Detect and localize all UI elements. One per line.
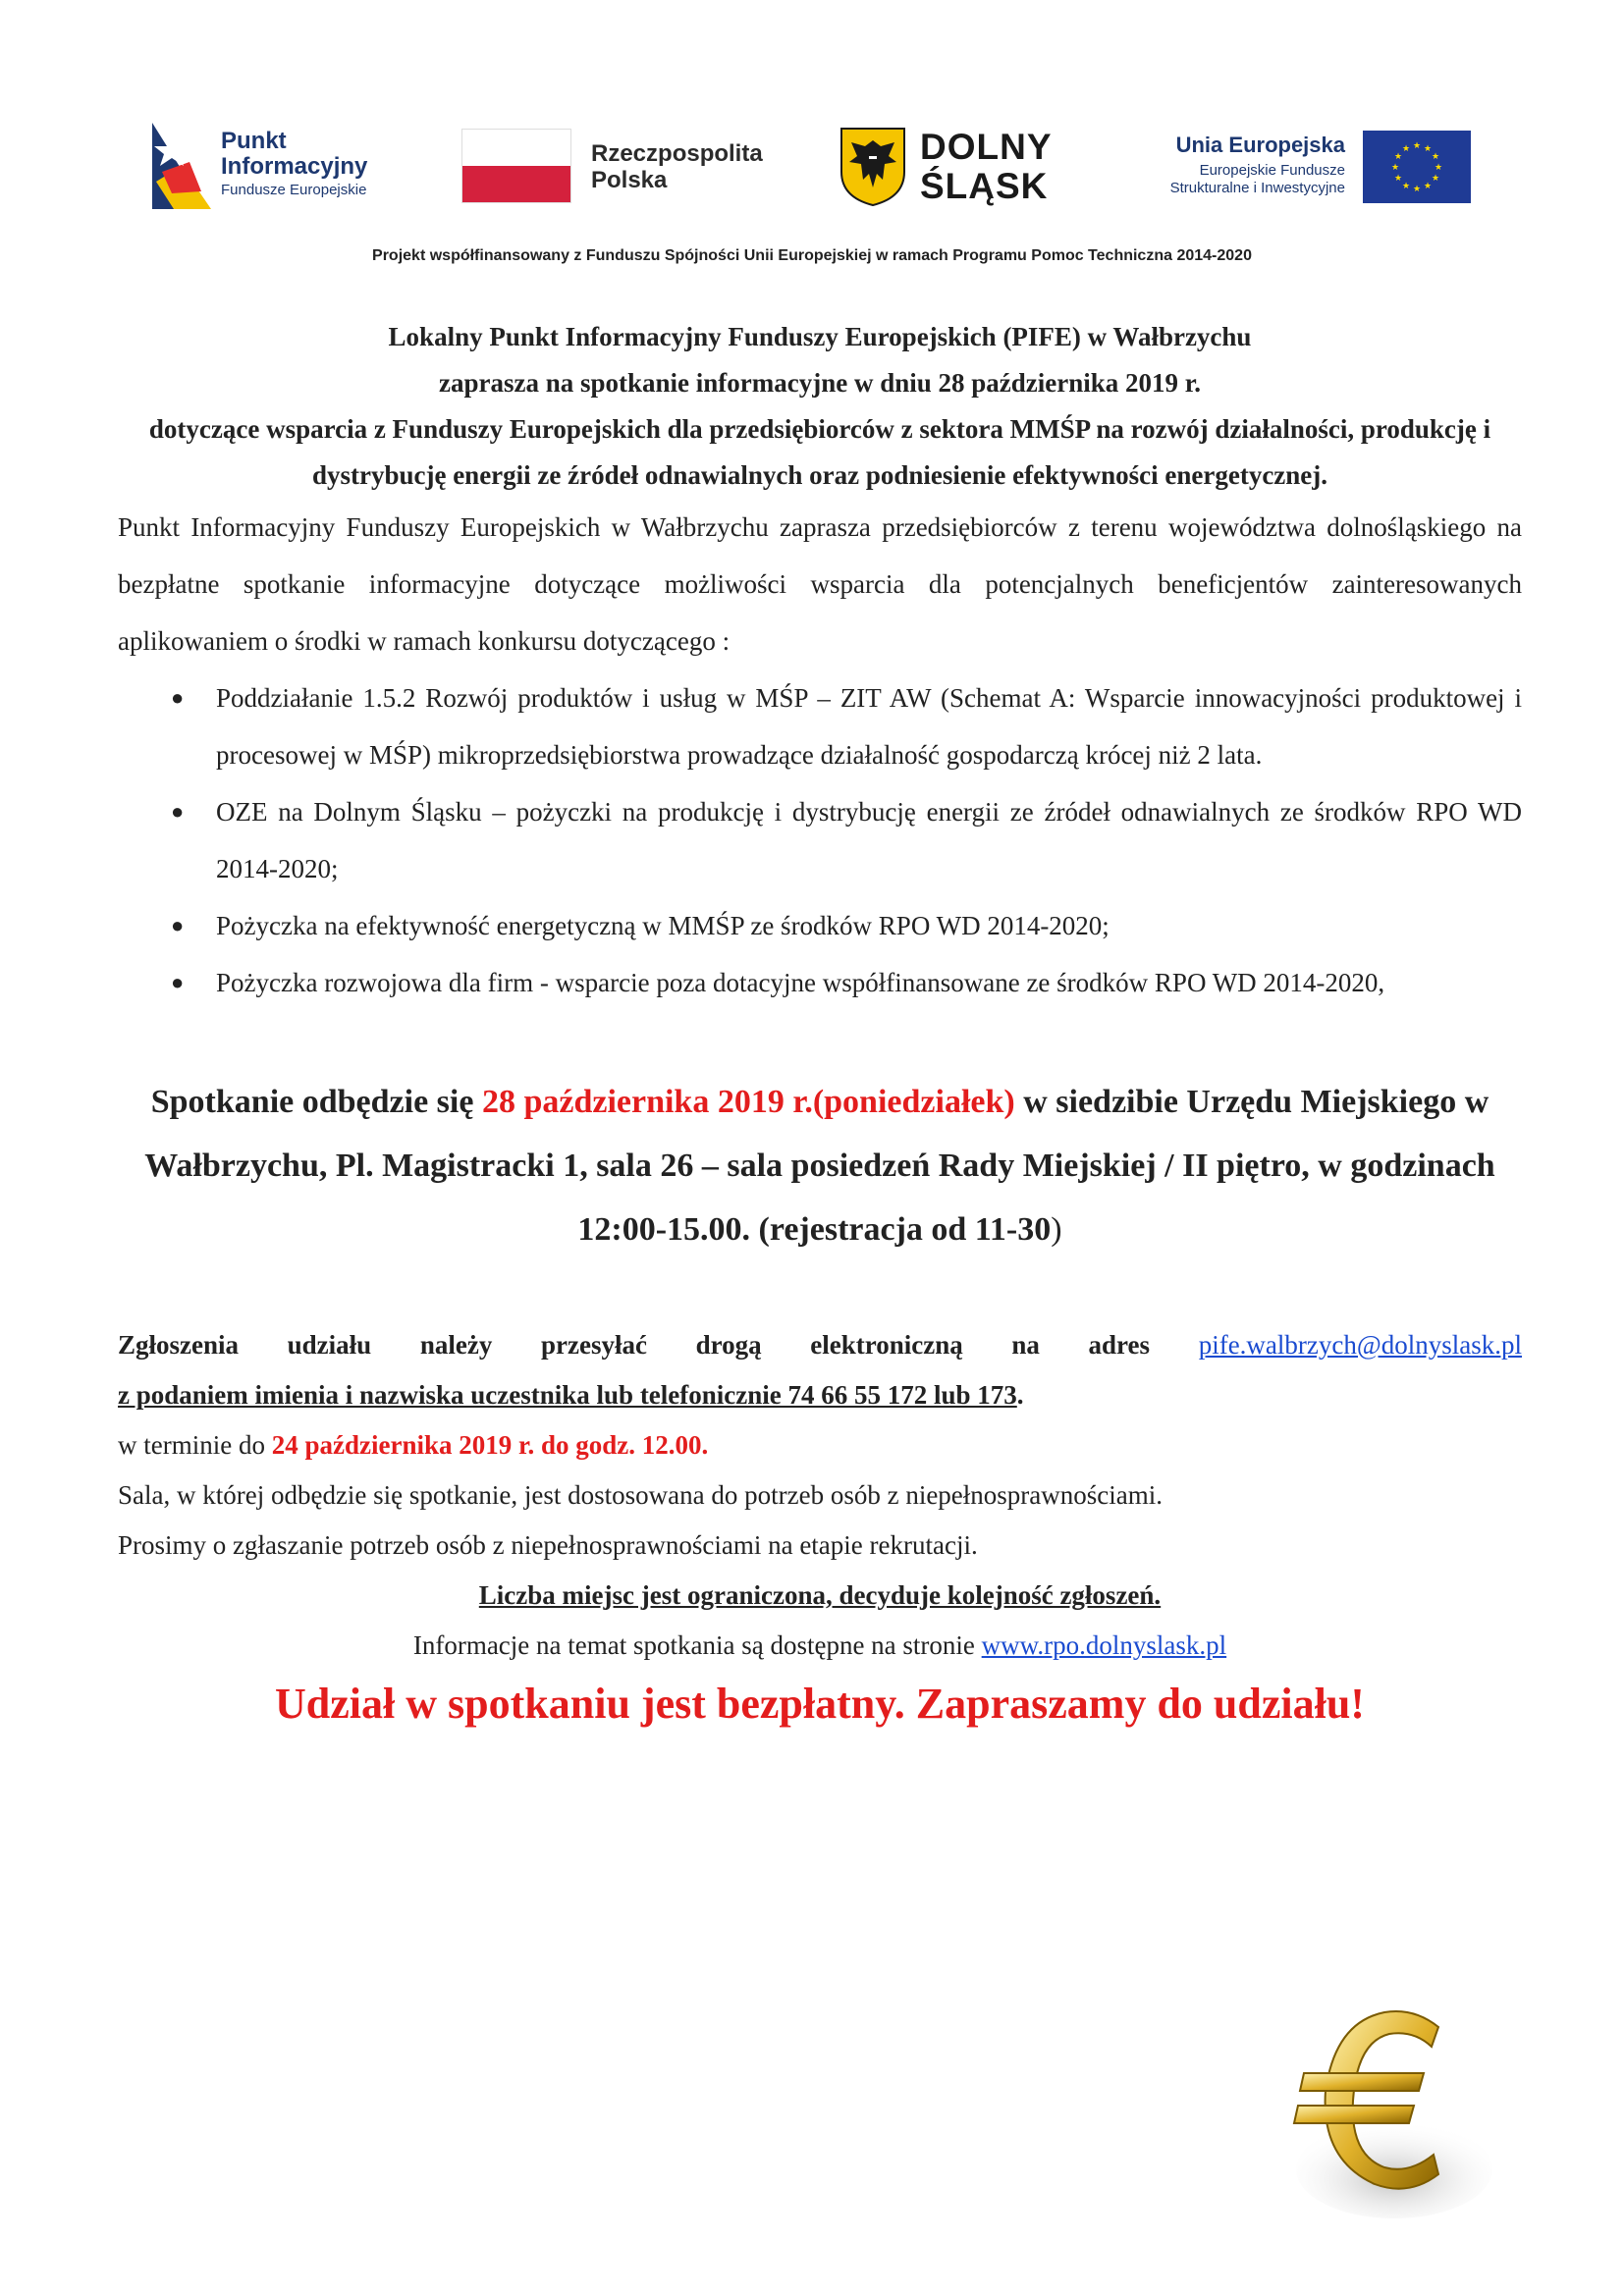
pife-logo bbox=[147, 123, 393, 211]
ds-logo-line2: ŚLĄSK bbox=[920, 166, 1049, 206]
bullet-icon: ● bbox=[171, 970, 185, 994]
meeting-details bbox=[118, 1070, 1522, 1261]
svg-text:★: ★ bbox=[1423, 182, 1433, 191]
limited-seats-note: Liczba miejsc jest ograniczona, decyduje kolejność zgłoszeń. bbox=[478, 1580, 1162, 1610]
registration-phone: z podaniem imienia i nazwiska uczestnika lub telefonicznie 74 66 55 172 lub 173 bbox=[118, 1380, 1017, 1410]
heading-line2: zaprasza na spotkanie informacyjne w dniu 28 października 2019 r. bbox=[438, 368, 1202, 398]
registration-section bbox=[118, 1320, 1522, 1671]
list-item bbox=[171, 897, 1522, 954]
meeting-text-1: Spotkanie odbędzie się bbox=[150, 1084, 482, 1120]
accessibility-request: Prosimy o zgłaszanie potrzeb osób z niepełnosprawnościami na etapie rekrutacji. bbox=[118, 1530, 978, 1560]
list-item bbox=[171, 669, 1522, 783]
svg-text:★: ★ bbox=[1431, 174, 1440, 184]
deadline-date: 24 października 2019 r. do godz. 12.00. bbox=[271, 1430, 709, 1460]
poland-flag-icon bbox=[461, 129, 571, 203]
registration-phone-end: . bbox=[1016, 1380, 1024, 1410]
pife-logo-line1: Punkt bbox=[221, 128, 287, 154]
list-item-text: Pożyczka rozwojowa dla firm - wsparcie poza dotacyjne współfinansowane ze środków RPO WD 2014-2020, bbox=[216, 968, 1385, 997]
meeting-text-3: ) bbox=[1051, 1211, 1062, 1248]
accessibility-note: Sala, w której odbędzie się spotkanie, jest dostosowana do potrzeb osób z niepełnosprawnościami. bbox=[118, 1480, 1163, 1510]
document-body bbox=[118, 314, 1522, 1734]
deadline-prefix: w terminie do bbox=[118, 1430, 272, 1460]
svg-text:★: ★ bbox=[1423, 144, 1433, 154]
meeting-date: 28 października 2019 r.(poniedziałek) bbox=[481, 1084, 1015, 1120]
heading-line1: Lokalny Punkt Informacyjny Funduszy Europejskich (PIFE) w Wałbrzychu bbox=[388, 322, 1252, 351]
rp-logo bbox=[461, 123, 776, 211]
meeting-text-2: w siedzibie Urzędu Miejskiego w Wałbrzychu, Pl. Magistracki 1, sala 26 – sala posiedzeń Rady Miejskiej / II piętro, w godzinach 12:00-15.00. (rejestracja od 11-30 bbox=[144, 1084, 1495, 1248]
bullet-icon: ● bbox=[171, 685, 185, 710]
euro-coin-icon bbox=[1276, 1983, 1492, 2218]
svg-text:★: ★ bbox=[1401, 182, 1411, 191]
eu-logo-line3: Strukturalne i Inwestycyjne bbox=[1169, 180, 1345, 196]
program-list bbox=[118, 669, 1522, 1011]
svg-text:★: ★ bbox=[1390, 163, 1400, 173]
pife-logo-line3: Fundusze Europejskie bbox=[221, 182, 367, 198]
heading-line3: dotyczące wsparcia z Funduszy Europejskich dla przedsiębiorców z sektora MMŚP na rozwój działalności, produkcję i dystrybucję energii ze źródeł odnawialnych oraz podniesienie efektywności energetycznej. bbox=[148, 414, 1491, 490]
eu-logo bbox=[1139, 123, 1492, 211]
cofinancing-note: Projekt współfinansowany z Funduszu Spójności Unii Europejskiej w ramach Programu Pomoc Techniczna 2014-2020 bbox=[372, 247, 1252, 264]
list-item bbox=[171, 783, 1522, 897]
logo-bar bbox=[147, 123, 1492, 211]
svg-text:★: ★ bbox=[1412, 141, 1422, 151]
svg-text:★: ★ bbox=[1412, 185, 1422, 194]
svg-text:★: ★ bbox=[1434, 163, 1443, 173]
svg-text:★: ★ bbox=[1393, 174, 1403, 184]
rp-logo-line1: Rzeczpospolita bbox=[591, 140, 763, 167]
svg-text:★: ★ bbox=[1431, 152, 1440, 162]
intro-paragraph: Punkt Informacyjny Funduszy Europejskich w Wałbrzychu zaprasza przedsiębiorców z terenu województwa dolnośląskiego na bezpłatne spotkanie informacyjne dotyczące możliwości wsparcia dla potencjalnych beneficjentów zainteresowanych aplikowaniem o środki w ramach konkursu dotyczącego : bbox=[118, 512, 1522, 656]
website-prefix: Informacje na temat spotkania są dostępne na stronie bbox=[412, 1630, 982, 1660]
list-item-text: OZE na Dolnym Śląsku – pożyczki na produkcję i dystrybucję energii ze źródeł odnawialnych ze środków RPO WD 2014-2020; bbox=[216, 797, 1522, 883]
eu-flag-icon bbox=[1363, 131, 1471, 203]
eagle-crest-icon bbox=[839, 127, 906, 207]
svg-text:★: ★ bbox=[1393, 152, 1403, 162]
svg-text:★: ★ bbox=[1401, 144, 1411, 154]
registration-instruction: Zgłoszenia udziału należy przesyłać drogą elektroniczną na adres bbox=[118, 1330, 1151, 1360]
list-item-text: Pożyczka na efektywność energetyczną w MMŚP ze środków RPO WD 2014-2020; bbox=[216, 911, 1110, 940]
bullet-icon: ● bbox=[171, 913, 185, 937]
pife-star-icon bbox=[152, 123, 213, 209]
ds-logo-line1: DOLNY bbox=[920, 127, 1053, 167]
website-link[interactable]: www.rpo.dolnyslask.pl bbox=[981, 1630, 1227, 1660]
rp-logo-line2: Polska bbox=[591, 167, 668, 193]
email-link[interactable]: pife.walbrzych@dolnyslask.pl bbox=[1198, 1330, 1522, 1360]
free-participation-banner: Udział w spotkaniu jest bezpłatny. Zapraszamy do udziału! bbox=[275, 1680, 1365, 1728]
bullet-icon: ● bbox=[171, 799, 185, 824]
dolny-slask-logo bbox=[839, 123, 1075, 211]
eu-logo-line2: Europejskie Fundusze bbox=[1199, 162, 1345, 179]
list-item-text: Poddziałanie 1.5.2 Rozwój produktów i usług w MŚP – ZIT AW (Schemat A: Wsparcie innowacyjności produktowej i procesowej w MŚP) mikroprzedsiębiorstwa prowadzące działalność gospodarczą krócej niż 2 lata. bbox=[216, 683, 1522, 770]
pife-logo-line2: Informacyjny bbox=[221, 153, 368, 180]
eu-logo-line1: Unia Europejska bbox=[1175, 133, 1345, 157]
list-item bbox=[171, 954, 1522, 1011]
